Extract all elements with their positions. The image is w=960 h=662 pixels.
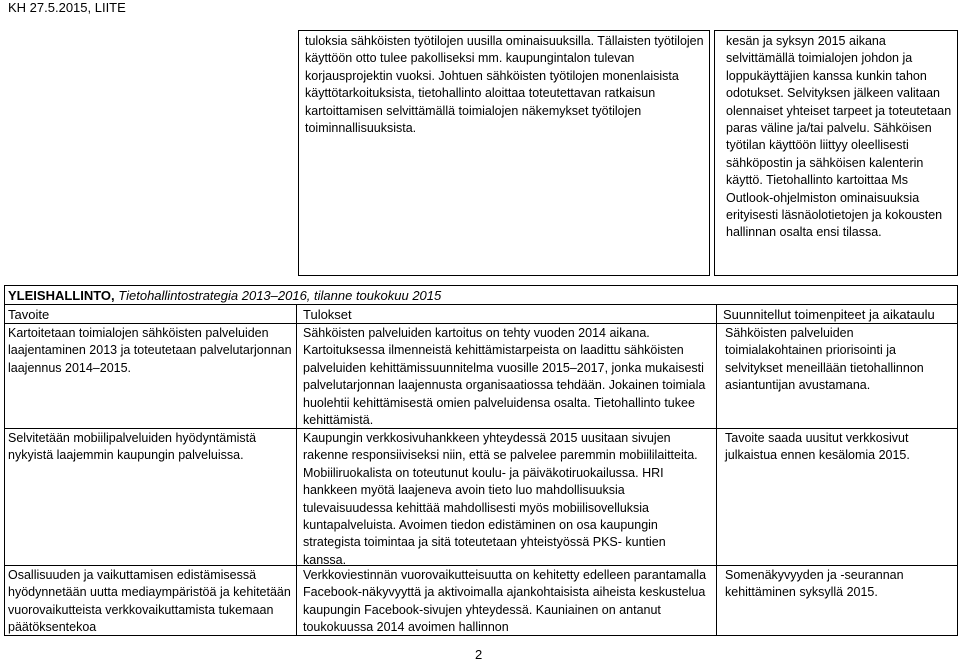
row-actions-text: Somenäkyvyyden ja -seurannan kehittäminen syksyllä 2015. [725,568,904,600]
title-row-bottom-border [4,304,957,305]
document-header: KH 27.5.2015, LIITE [8,0,126,15]
table-title-bold: YLEISHALLINTO, [8,288,115,303]
row-results-text: Sähköisten palveluiden kartoitus on tehty vuoden 2014 aikana. Kartoituksessa ilmenneistä kehittämistarpeista on laadittu sähköisten palveluiden kehittämissuunnitelma vuosille 2015–2017, jonka mukaisesti palvelutarjonnan laajennusta organisaatiossa tehdään. Jokainen toimiala huolehtii kehittämisestä omien palveluidensa osalta. Tietohallinto tukee kehittämistä. [303,326,706,428]
table-row-1-actions [725,325,945,395]
column-header-actions: Suunnitellut toimenpiteet ja aikataulu [723,307,935,322]
table-right-border [957,285,958,636]
header-row-bottom-border [4,323,957,324]
table-row-2-actions [725,430,945,465]
row-results-text: Kaupungin verkkosivuhankkeen yhteydessä 2015 uusitaan sivujen rakenne responsiiviseksi niin, että se palvelee paremmin mobiililaitteita. Mobiiliruokalista on toteutunut koulu- ja päiväkotiruokailussa. HRI hankkeen myötä laajeneva avoin tieto luo mahdollisuuksia tulevaisuudessa kehittää mahdollisesti myös mobiilisovelluksia kuntapalveluista. Avoimen tiedon edistäminen on osa kaupungin strategista toimintaa ja sitä toteutetaan yhteistyössä PKS- kuntien kanssa. [303,431,698,567]
table-row-3-actions [725,567,945,602]
row-results-text: Verkkoviestinnän vuorovaikutteisuutta on kehitetty edelleen parantamalla Facebook-näkyvyyttä ja aktivoimalla ajankohtaisista aiheista keskustelua kaupungin Facebook-sivujen yhteydessä. Kauniainen on antanut toukokuussa 2014 avoimen hallinnon [303,568,707,635]
top-right-paragraph: kesän ja syksyn 2015 aikana selvittämällä toimialojen johdon ja loppukäyttäjien kanssa kunkin tahon odotukset. Selvityksen jälkeen valitaan olennaiset yhteiset tarpeet ja toteutetaan paras väline ja/tai palvelu. Sähköisen työtilan käyttöön liittyy oleellisesti sähköpostin ja sähköisen kalenterin käyttö. Tietohallinto kartoittaa Ms Outlook-ohjelmiston ominaisuuksia erityisesti läsnäolotietojen ja kokousten hallinnan osalta ensi tilassa. [726,34,952,240]
table-title-italic: Tietohallintostrategia 2013–2016, tilanne toukokuu 2015 [118,288,442,303]
table-row-3-goal [8,567,292,637]
top-middle-text [305,33,705,137]
top-middle-paragraph: tuloksia sähköisten työtilojen uusilla ominaisuuksilla. Tällaisten työtilojen käyttöön otto tulee pakolliseksi mm. kaupungintalon tulevan korjausprojektin vuoksi. Johtuen sähköisten työtilojen monenlaisista käyttötarkoituksista, tietohallinto aloittaa toteutettavan ratkaisun kartoittamisen selvittämällä toimialojen näkemykset työtilojen toiminnallisuuksista. [305,34,704,136]
row-goal-text: Selvitetään mobiilipalveluiden hyödyntämistä nykyistä laajemmin kaupungin palveluissa. [8,431,257,463]
page-number: 2 [475,647,483,662]
table-row-1-results [303,325,712,429]
row-goal-text: Kartoitetaan toimialojen sähköisten palveluiden laajentaminen 2013 ja toteutetaan palvelutarjonnan laajennus 2014–2015. [8,326,292,375]
table-left-border [4,285,5,636]
top-right-text [726,33,952,242]
row-goal-text: Osallisuuden ja vaikuttamisen edistämisessä hyödynnetään uutta mediaympäristöä ja kehitetään vuorovaikutteista verkkovaikuttamista tukemaan päätöksentekoa [8,568,291,635]
table-row-3-results [303,567,712,637]
column-divider-2 [716,304,717,636]
column-header-results: Tulokset [303,307,352,322]
table-top-border [4,285,957,286]
table-row-1-goal [8,325,292,377]
column-divider-1 [296,304,297,636]
column-header-goal: Tavoite [8,307,50,322]
table-title [8,287,441,304]
table-row-2-goal [8,430,292,465]
row-actions-text: Sähköisten palveluiden toimialakohtainen priorisointi ja selvitykset meneillään tietohallinnon asiantuntijan avustamana. [725,326,924,393]
row-actions-text: Tavoite saada uusitut verkkosivut julkaistua ennen kesälomia 2015. [725,431,910,463]
table-row-2-results [303,430,712,569]
